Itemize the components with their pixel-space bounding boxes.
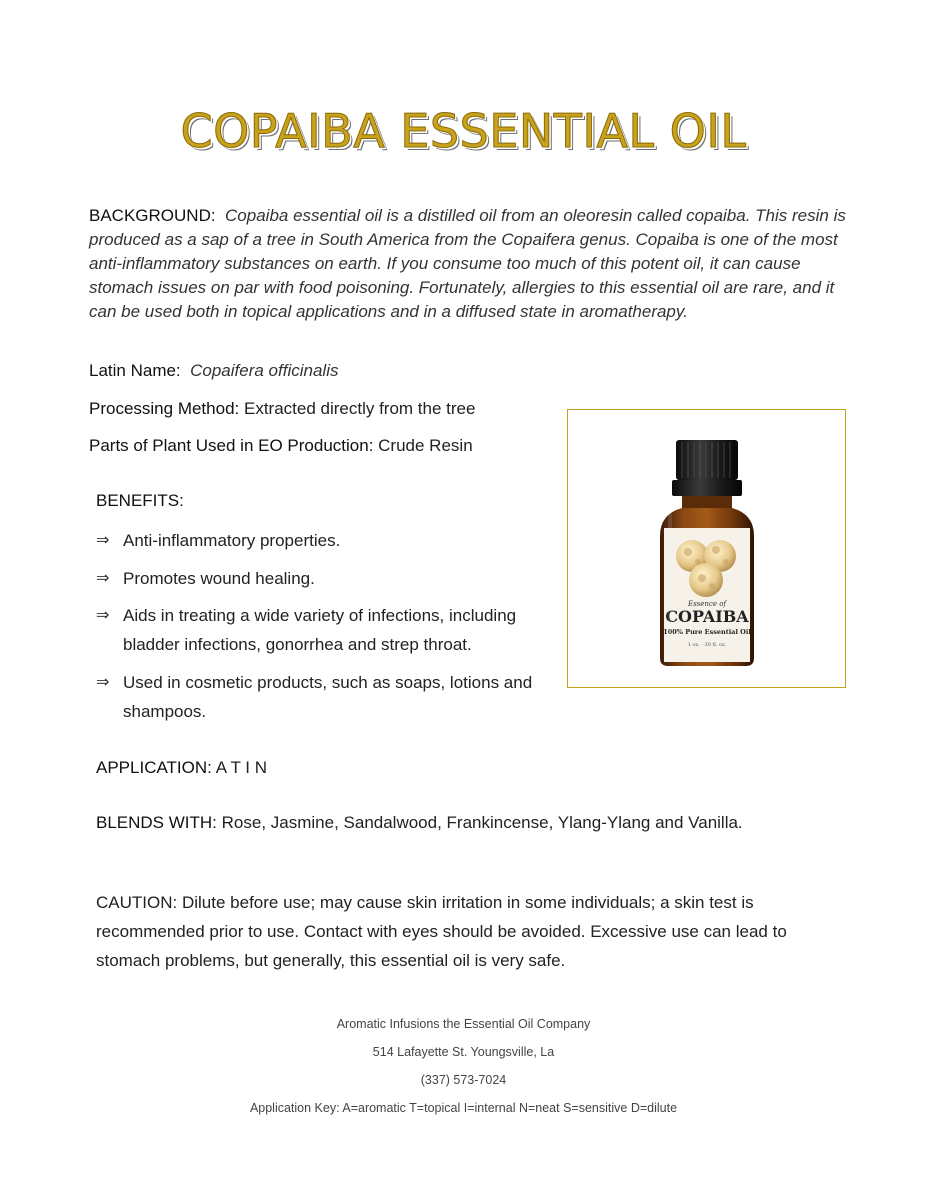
- essential-oil-bottle-image: [568, 410, 844, 686]
- application-row: [96, 758, 267, 778]
- background-text: Copaiba essential oil is a distilled oil from an oleoresin called copaiba. This resin is produced as a sap of a tree in South America from the Copaifera genus. Copaiba is one of the most anti-inflammatory substances on earth. If you consume too much of this potent oil, it can cause stomach issues on par with food poisoning. Fortunately, allergies to this essential oil are rare, and it can be used both in topical applications and in a diffused state in aromatherapy.: [89, 206, 846, 321]
- latin-name-row: [89, 361, 338, 381]
- page-title: COPAIBA ESSENTIAL OIL: [180, 104, 747, 158]
- caution-paragraph: [96, 888, 831, 975]
- latin-name-value: Copaifera officinalis: [190, 361, 339, 380]
- benefit-text: Promotes wound healing.: [123, 569, 315, 588]
- caution-text: Dilute before use; may cause skin irritation in some individuals; a skin test is recommended prior to use. Contact with eyes should be avoided. Excessive use can lead to stomach problems, but generally, this essential oil is very safe.: [96, 893, 787, 970]
- benefit-text: Anti-inflammatory properties.: [123, 531, 341, 550]
- application-label: APPLICATION:: [96, 758, 212, 777]
- bottle-label-size: 1 oz. · 30 fl. oz.: [687, 642, 727, 648]
- footer-phone: (337) 573-7024: [420, 1073, 507, 1087]
- benefit-item: [96, 601, 566, 659]
- footer-address: 514 Lafayette St. Youngsville, La: [372, 1045, 555, 1059]
- background-label: BACKGROUND:: [89, 206, 216, 225]
- benefit-item: [96, 526, 566, 555]
- parts-used-row: [89, 436, 473, 456]
- benefit-item: [96, 668, 566, 726]
- latin-name-label: Latin Name:: [89, 361, 181, 380]
- application-value: A T I N: [215, 758, 268, 777]
- bottle-label-name: COPAIBA: [665, 607, 749, 626]
- double-arrow-icon: ⇒: [96, 607, 110, 624]
- footer-company: Aromatic Infusions the Essential Oil Company: [336, 1017, 591, 1031]
- blends-with-row: [96, 813, 743, 833]
- background-paragraph: [89, 204, 849, 324]
- parts-used-label: Parts of Plant Used in EO Production:: [89, 436, 374, 455]
- benefits-heading: BENEFITS:: [96, 491, 184, 510]
- bottle-label-sub: 100% Pure Essential Oil: [663, 628, 751, 636]
- footer-application-key: Application Key: A=aromatic T=topical I=internal N=neat S=sensitive D=dilute: [249, 1101, 678, 1115]
- processing-method-label: Processing Method:: [89, 399, 240, 418]
- benefit-item: [96, 564, 566, 593]
- bottle-label-top: Essence of: [687, 600, 727, 608]
- blends-with-value: Rose, Jasmine, Sandalwood, Frankincense, Ylang-Ylang and Vanilla.: [221, 813, 743, 832]
- double-arrow-icon: ⇒: [96, 674, 110, 691]
- processing-method-row: [89, 399, 475, 419]
- benefit-text: Used in cosmetic products, such as soaps, lotions and shampoos.: [123, 673, 533, 721]
- double-arrow-icon: ⇒: [96, 532, 110, 549]
- processing-method-value: Extracted directly from the tree: [243, 399, 476, 418]
- parts-used-value: Crude Resin: [378, 436, 473, 455]
- double-arrow-icon: ⇒: [96, 570, 110, 587]
- blends-with-label: BLENDS WITH:: [96, 813, 217, 832]
- benefit-text: Aids in treating a wide variety of infections, including bladder infections, gonorrhea and strep throat.: [123, 606, 517, 654]
- caution-label: CAUTION:: [96, 893, 178, 912]
- product-photo: [567, 409, 846, 688]
